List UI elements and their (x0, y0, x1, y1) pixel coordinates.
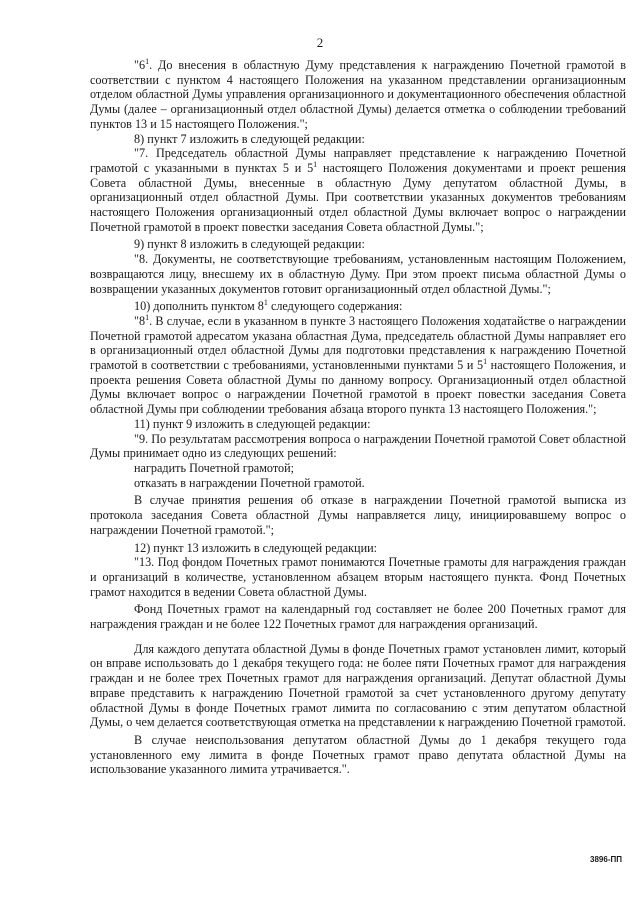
paragraph: "$8^1$. В случае, если в указанном в пункте 3 настоящего Положения ходатайстве о награждении Почетной грамотой адресатом указана областная Дума, председатель областной Думы направляет его в организационный отдел областной Думы для подготовки представления к награждению Почетной грамотой в соответствии с требованиями, установленными пунктами 5 и $5^1$ настоящего Положения, и проекта решения Совета областной Думы по данному вопросу. Организационный отдел областной Думы включает вопрос о награждении Почетной грамотой в проект повестки заседания Совета областной Думы при соблюдении требования абзаца второго пункта 13 настоящего Положения."; (90, 312, 626, 417)
paragraph: "$6^1$. До внесения в областную Думу представления к награждению Почетной грамотой в соответствии с пунктом 4 настоящего Положения на указанном представлении организационным отделом областной Думы управления организационного и документационного обеспечения областной Думы (далее – организационный отдел областной Думы) делается отметка о соблюдении требований пунктов 13 и 15 настоящего Положения."; (90, 57, 626, 131)
paragraph: 12) пункт 13 изложить в следующей редакции: (134, 540, 378, 555)
paragraph: Для каждого депутата областной Думы в фонде Почетных грамот установлен лимит, который он вправе использовать до 1 декабря текущего года: не более пяти Почетных грамот для награждения граждан и не более трех Почетных грамот для награждения организаций. Депутат областной Думы вправе представить к награждению Почетной грамотой за счет установленного другому депутату областной Думы в фонде Почетных грамот лимита по согласованию с этим депутатом областной Думы, о чем делается соответствующая отметка на представлении к награждению Почетной грамотой. (90, 641, 626, 730)
document-body (90, 58, 626, 777)
paragraph: "9. По результатам рассмотрения вопроса о награждении Почетной грамотой Совет областной Думы принимает одно из следующих решений: (90, 431, 626, 461)
paragraph: наградить Почетной грамотой; (134, 460, 295, 475)
paragraph: "8. Документы, не соответствующие требованиям, установленным настоящим Положением, возвращаются лицу, внесшему их в областную Думу. При этом проект письма областной Думы о возвращении указанных документов готовит организационный отдел областной Думы."; (90, 252, 626, 296)
paragraph: 8) пункт 7 изложить в следующей редакции: (134, 131, 365, 146)
paragraph: В случае принятия решения об отказе в награждении Почетной грамотой выписка из протокола заседания Совета областной Думы направляется лицу, инициировавшему вопрос о награждении Почетной грамотой."; (90, 493, 626, 537)
paragraph: "7. Председатель областной Думы направляет представление к награждению Почетной грамотой с указанными в пунктах 5 и $5^1$ настоящего Положения документами и проект решения Совета областной Думы, внесенные в областную Думу депутатом областной Думы, в организационный отдел областной Думы. При соответствии указанных документов требованиям настоящего Положения организационный отдел областной Думы включает вопрос о награждении Почетной грамотой в проект повестки заседания Совета областной Думы."; (90, 146, 626, 234)
paragraph: 9) пункт 8 изложить в следующей редакции: (134, 237, 365, 252)
paragraph: "13. Под фондом Почетных грамот понимаются Почетные грамоты для награждения граждан и организаций в количестве, установленном абзацем вторым настоящего пункта. Фонд Почетных грамот находится в ведении Совета областной Думы. (90, 555, 626, 599)
document-code: 3896-ПП (590, 855, 622, 865)
paragraph: Фонд Почетных грамот на календарный год составляет не более 200 Почетных грамот для награждения граждан и не более 122 Почетных грамот для награждения организаций. (90, 602, 626, 632)
paragraph: 10) дополнить пунктом $8^1$ следующего содержания: (134, 298, 403, 314)
paragraph: отказать в награждении Почетной грамотой. (134, 475, 365, 490)
paragraph: 11) пункт 9 изложить в следующей редакции: (134, 416, 371, 431)
page-number: 2 (316, 35, 324, 50)
paragraph: В случае неиспользования депутатом областной Думы до 1 декабря текущего года установленного ему лимита в фонде Почетных грамот право депутата областной Думы на использование указанного лимита утрачивается.". (90, 732, 626, 777)
